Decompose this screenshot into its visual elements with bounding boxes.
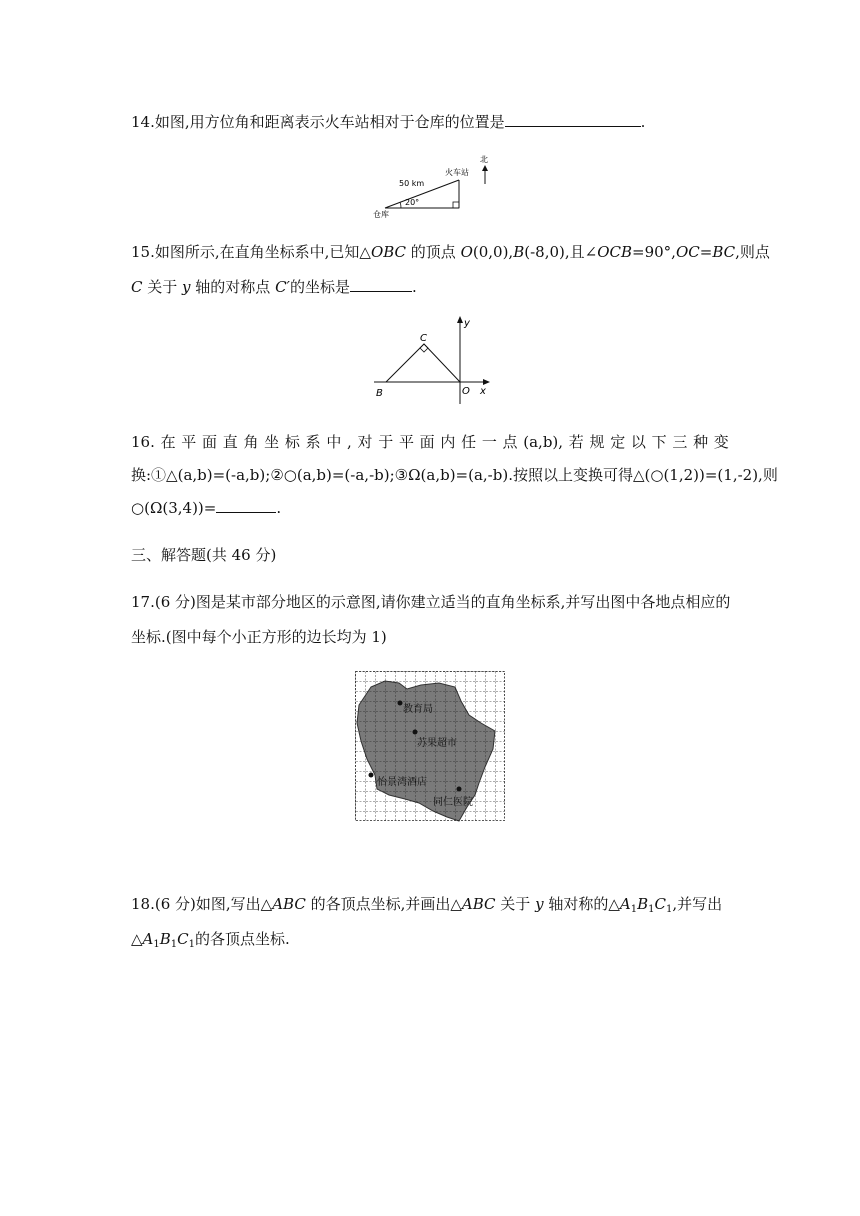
q17-point-4	[457, 787, 462, 792]
q15-label-o: O	[462, 386, 470, 397]
q18-abc: ABC	[272, 895, 306, 913]
q15-o: O	[460, 243, 473, 261]
q15-text-end: ,则点	[735, 243, 770, 261]
q16-line2	[131, 465, 778, 485]
q16-word: 点	[502, 433, 518, 451]
q18-c: C	[654, 895, 666, 913]
q15-text-a: 15.如图所示,在直角坐标系中,已知△	[131, 243, 371, 261]
q15-eq1: =90°,	[632, 243, 676, 261]
q16-word: 对	[357, 433, 373, 451]
q16-period: .	[276, 499, 282, 517]
q15-cprime: C′	[275, 278, 290, 296]
q18-line2	[131, 929, 290, 955]
q18-text-2a: △	[131, 930, 143, 948]
q16-line3	[131, 498, 281, 518]
q14-angle-label: 20°	[405, 198, 420, 207]
q16-word: (a,b),	[523, 433, 564, 451]
q15-label-b: B	[376, 388, 383, 399]
q15-period: .	[411, 278, 417, 296]
q17-line1: 17.(6 分)图是某市部分地区的示意图,请你建立适当的直角坐标系,并写出图中各地点相应的	[131, 593, 731, 611]
q17-point-2	[413, 730, 418, 735]
q15-text-2a: 关于	[142, 278, 183, 296]
q16-word: 面	[202, 433, 218, 451]
q16-word: 直	[222, 433, 238, 451]
q16-word: 定	[610, 433, 626, 451]
q15-o-coords: (0,0),	[472, 243, 514, 261]
section-3-heading: 三、解答题(共 46 分)	[131, 546, 277, 564]
q16-word: 种	[693, 433, 709, 451]
q18-text-a: 18.(6 分)如图,写出△	[131, 895, 273, 913]
q15-text-2c: 的坐标是	[289, 278, 350, 296]
q18-b-sub: 1	[648, 904, 655, 915]
q18-a-sub-2: 1	[153, 939, 160, 950]
q15-bc: BC	[712, 243, 736, 261]
q14-text	[131, 112, 645, 132]
q15-text-b: 的顶点	[406, 243, 461, 261]
q16-word: 16.	[131, 433, 155, 451]
q16-answer-blank[interactable]	[216, 498, 276, 513]
q16-word: 平	[181, 433, 197, 451]
x-axis-arrow-icon	[483, 379, 490, 385]
q15-y: y	[182, 278, 191, 296]
q16-word: 系	[305, 433, 321, 451]
q18-abc-2: ABC	[461, 895, 496, 913]
q14-figure	[365, 150, 495, 222]
q18-text-c: 关于	[495, 895, 536, 913]
q18-line1	[131, 894, 722, 920]
q15-figure	[370, 312, 494, 406]
q16-word: 中	[326, 433, 342, 451]
q15-label-c: C	[420, 333, 427, 344]
q15-b: B	[513, 243, 525, 261]
q15-answer-blank[interactable]	[350, 277, 412, 292]
q18-b-2: B	[159, 930, 171, 948]
q14-prompt: 14.如图,用方位角和距离表示火车站相对于仓库的位置是	[131, 113, 505, 131]
q15-text-2b: 轴的对称点	[190, 278, 276, 296]
q15-obc: OBC	[370, 243, 407, 261]
q16-word: 若	[568, 433, 584, 451]
q17-point-1	[398, 701, 403, 706]
q15-eq: =	[699, 243, 713, 261]
q16-text-2: 换:①△(a,b)=(-a,b);②○(a,b)=(-a,-b);③Ω(a,b)=(a,-b).按照以上变换可得△(○(1,2))=(1,-2),则	[131, 466, 778, 484]
q18-c-sub: 1	[665, 904, 673, 915]
q15-triangle	[386, 344, 460, 382]
q16-word: 变	[713, 433, 729, 451]
q15-label-y: y	[464, 318, 470, 329]
q18-text-b: 的各顶点坐标,并画出△	[305, 895, 462, 913]
q18-c-sub-2: 1	[188, 939, 196, 950]
q17-label-1: 教育局	[403, 704, 433, 715]
q15-ocb: OCB	[597, 243, 633, 261]
q14-warehouse-label: 仓库	[373, 210, 389, 219]
q18-a-2: A	[142, 930, 154, 948]
q17-label-2: 苏果超市	[417, 738, 457, 749]
q15-c: C	[131, 278, 143, 296]
q18-b: B	[637, 895, 649, 913]
q16-word: 平	[398, 433, 414, 451]
q14-north-label: 北	[480, 155, 488, 164]
q18-a: A	[619, 895, 631, 913]
q16-word: 一	[481, 433, 497, 451]
q16-word: ,	[347, 433, 352, 451]
q16-word: 三	[672, 433, 688, 451]
q14-right-angle	[453, 202, 459, 208]
q18-y: y	[535, 895, 544, 913]
q17-line2: 坐标.(图中每个小正方形的边长均为 1)	[131, 628, 387, 646]
q17-label-3: 怡景湾酒店	[377, 777, 427, 788]
q16-word: 下	[651, 433, 667, 451]
q15-line2	[131, 277, 417, 297]
q16-word: 角	[243, 433, 259, 451]
q18-text-e: ,并写出	[672, 895, 723, 913]
q14-answer-blank[interactable]	[505, 112, 641, 127]
q17-point-3	[369, 773, 374, 778]
q15-b-coords: (-8,0),且∠	[524, 243, 598, 261]
q16-word: 标	[284, 433, 300, 451]
north-arrow-icon	[482, 165, 488, 171]
q18-c-2: C	[177, 930, 189, 948]
q15-label-x: x	[480, 386, 486, 397]
q18-text-d: 轴对称的△	[543, 895, 620, 913]
q17-map	[355, 671, 505, 823]
q16-line1	[131, 432, 729, 452]
q16-text-3: ○(Ω(3,4))=	[131, 499, 217, 517]
q15-oc: OC	[675, 243, 700, 261]
q16-word: 面	[419, 433, 435, 451]
q16-word: 以	[630, 433, 646, 451]
q14-period: .	[640, 113, 646, 131]
q14-angle-arc	[400, 202, 401, 208]
q16-justified-text	[131, 432, 729, 452]
q16-word: 在	[160, 433, 176, 451]
y-axis-arrow-icon	[457, 316, 463, 323]
q18-a-sub: 1	[630, 904, 638, 915]
q18-b-sub-2: 1	[170, 939, 178, 950]
q16-word: 内	[440, 433, 456, 451]
q17-label-4: 同仁医院	[433, 797, 473, 808]
q18-text-2b: 的各顶点坐标.	[195, 930, 290, 948]
q15-right-angle	[420, 344, 428, 352]
q16-word: 规	[589, 433, 605, 451]
q16-word: 任	[461, 433, 477, 451]
q16-word: 坐	[264, 433, 280, 451]
q14-distance-label: 50 km	[399, 179, 425, 188]
q16-word: 于	[378, 433, 394, 451]
q14-station-label: 火车站	[445, 168, 469, 177]
q15-line1	[131, 242, 770, 262]
